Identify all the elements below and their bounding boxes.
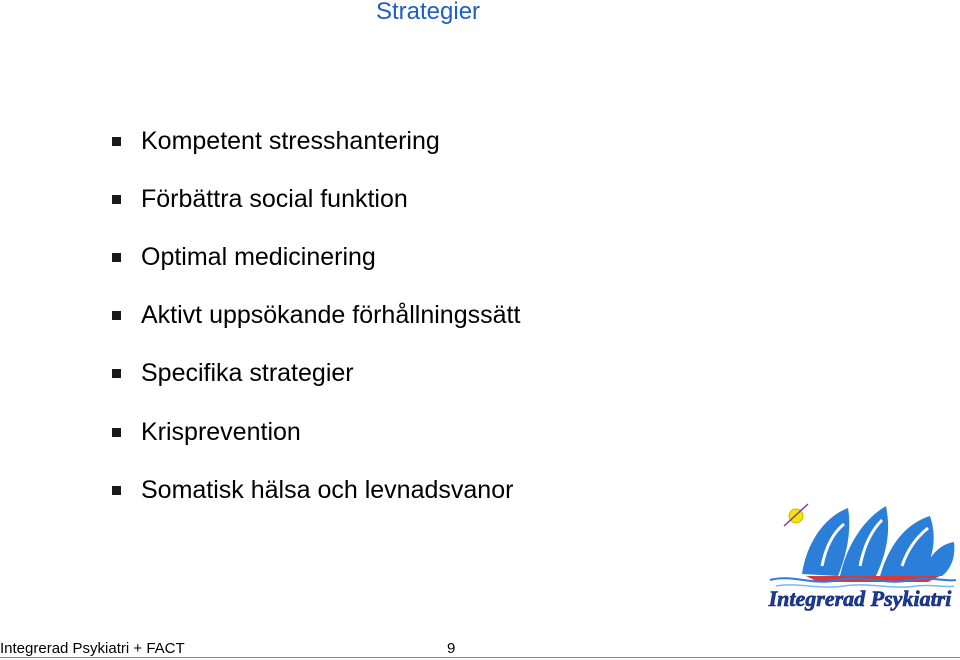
square-bullet-icon (112, 428, 121, 437)
logo-text: Integrerad Psykiatri (768, 586, 952, 611)
bullet-text: Specifika strategier (141, 359, 354, 388)
list-item (112, 461, 520, 519)
bullet-text: Förbättra social funktion (141, 184, 408, 213)
square-bullet-icon (112, 137, 121, 146)
list-item (112, 112, 520, 170)
list-item (112, 228, 520, 286)
slide-title: Strategier (376, 0, 481, 25)
sail-shape (802, 508, 849, 576)
square-bullet-icon (112, 486, 121, 495)
list-item (112, 170, 520, 228)
integrerad-psykiatri-logo (762, 496, 958, 616)
bullet-text: Somatisk hälsa och levnadsvanor (141, 475, 514, 504)
footer-text: Integrerad Psykiatri + FACT (0, 640, 185, 657)
square-bullet-icon (112, 311, 121, 320)
square-bullet-icon (112, 195, 121, 204)
list-item (112, 345, 520, 403)
square-bullet-icon (112, 369, 121, 378)
list-item (112, 403, 520, 461)
bullet-text: Aktivt uppsökande förhållningssätt (141, 301, 521, 330)
bullet-list (112, 112, 520, 519)
bullet-text: Krisprevention (141, 417, 301, 446)
square-bullet-icon (112, 253, 121, 262)
page-number: 9 (447, 640, 456, 657)
footer-divider (0, 657, 960, 658)
list-item (112, 287, 520, 345)
bullet-text: Kompetent stresshantering (141, 126, 440, 155)
bullet-text: Optimal medicinering (141, 242, 376, 271)
